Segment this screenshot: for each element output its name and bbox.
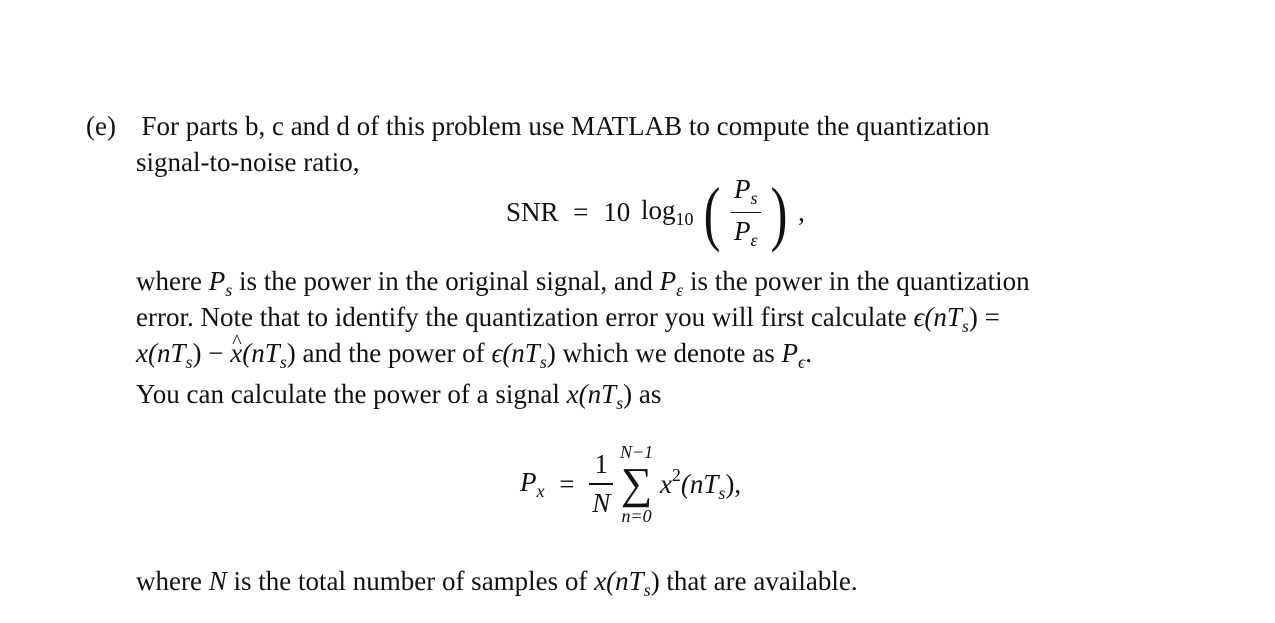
power-fraction: $\frac{1}{N}$ bbox=[589, 449, 613, 518]
snr-fraction: $\frac{P_s}{P_\varepsilon}$ bbox=[731, 174, 761, 251]
problem-line-2 bbox=[136, 146, 359, 178]
power-equation bbox=[520, 442, 741, 526]
problem-line-3: where $P_s$ is the power in the original signal, and $P_\varepsilon$ is the power in the quantization bbox=[136, 266, 1030, 300]
power-equals: = bbox=[559, 468, 575, 499]
power-lhs: $P_x$ bbox=[520, 466, 545, 501]
left-paren: ( bbox=[703, 172, 721, 253]
problem-line-6: You can calculate the power of a signal $x(nT_s)$ as bbox=[136, 379, 662, 413]
line1-text: For parts b, c and d of this problem use MATLAB to compute the quantization bbox=[141, 111, 990, 141]
problem-line-4: error. Note that to identify the quantization error you will first calculate $\epsilon(nT_s)$ = bbox=[136, 302, 1000, 336]
problem-line-7: where N is the total number of samples of $x(nT_s)$ that are available. bbox=[136, 566, 858, 600]
problem-line-5: $x(nT_s)$ − ^ $x(nT_s)$ and the power of $\epsilon(nT_s)$ which we denote as $P_\epsilon$. bbox=[136, 337, 812, 378]
snr-lhs: SNR bbox=[506, 197, 559, 228]
snr-trail: , bbox=[798, 197, 805, 228]
snr-equation bbox=[506, 174, 805, 251]
line2-text: signal-to-noise ratio, bbox=[136, 147, 360, 177]
sum-term: $x^2(nT_s)$, bbox=[659, 464, 742, 503]
snr-log: $\log_{10}$ bbox=[641, 195, 694, 230]
part-label: (e) bbox=[86, 111, 116, 141]
snr-equals: = bbox=[573, 197, 589, 228]
summation-sign: N−1 ∑ n=0 bbox=[620, 442, 654, 526]
right-paren: ) bbox=[770, 172, 788, 253]
snr-coef: 10 bbox=[603, 197, 631, 228]
problem-line-1 bbox=[86, 110, 990, 142]
